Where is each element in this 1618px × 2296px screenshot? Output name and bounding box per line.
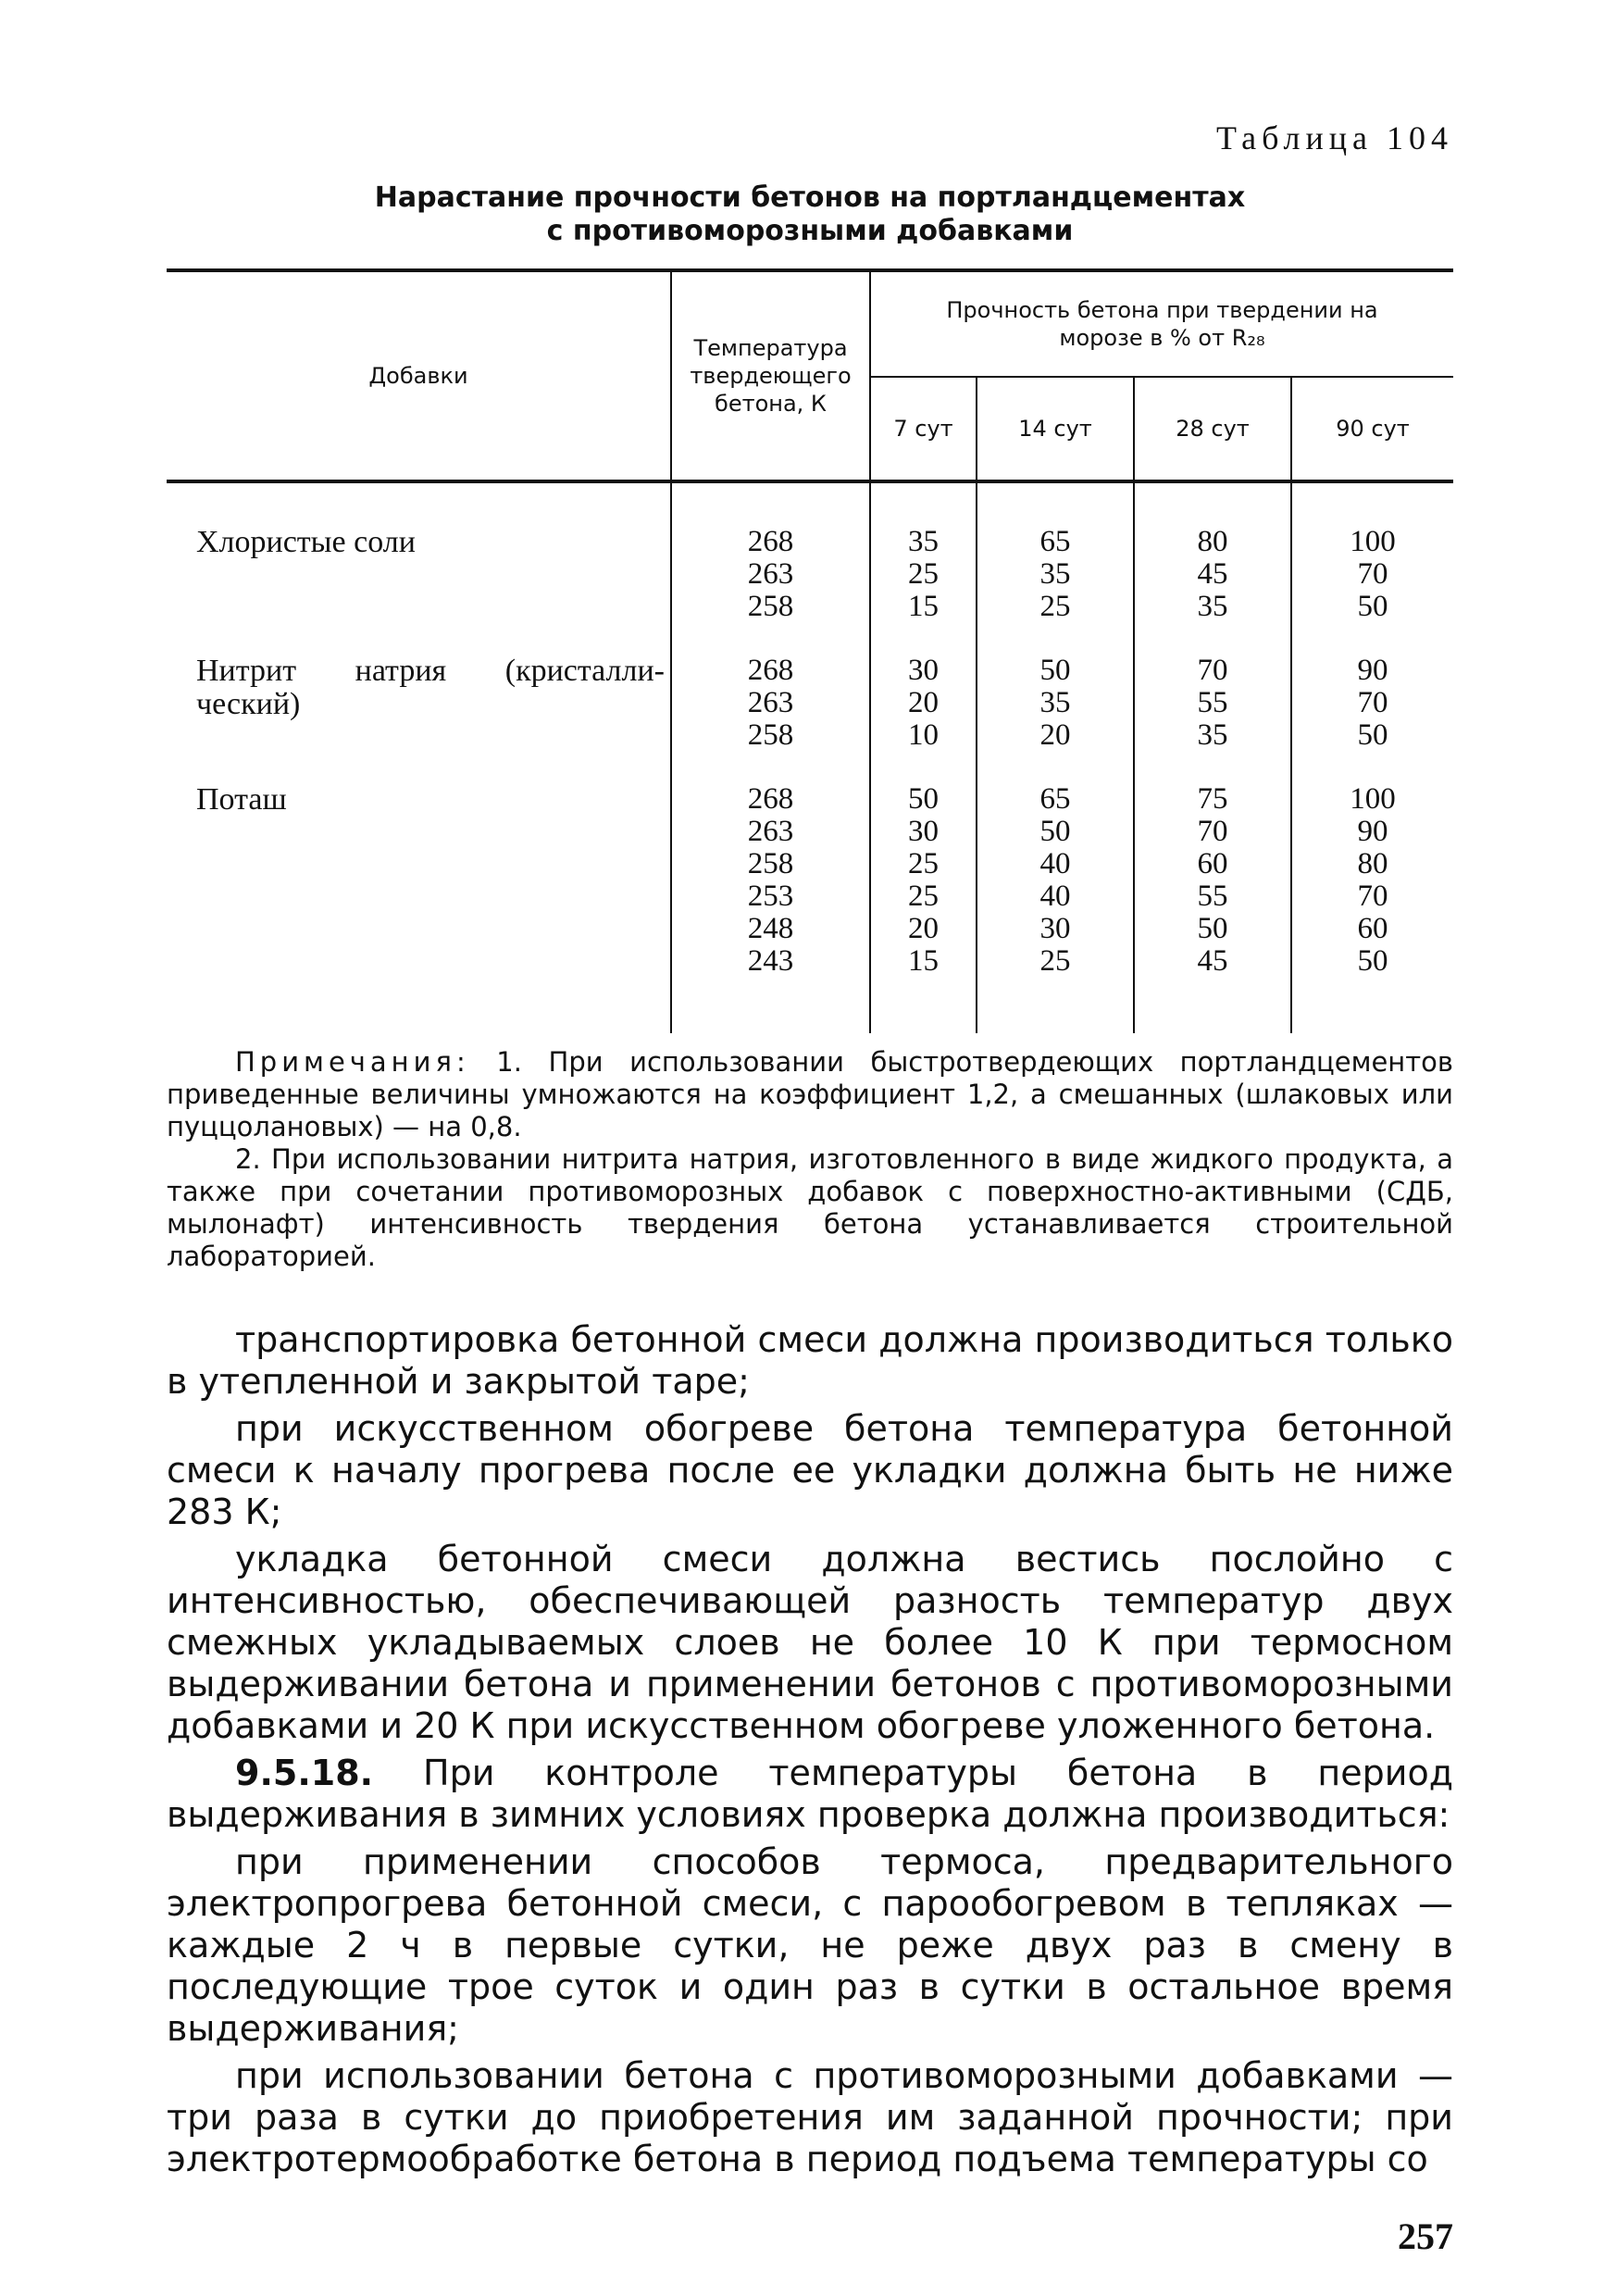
table-row <box>167 623 1453 752</box>
d7-cell: 50 30 25 25 20 15 <box>870 752 977 1033</box>
d7-cell: 35 25 15 <box>870 481 977 623</box>
temp-cell: 268 263 258 253 248 243 <box>671 752 870 1033</box>
table-row <box>167 752 1453 1033</box>
paragraph: при применении способов термоса, предварительного электропрогрева бетонной смеси, с парообогревом в тепляках — каждые 2 ч в первые сутки, не реже двух раз в смену в последующие трое суток и один раз в сутки в остальное время выдерживания; <box>167 1841 1453 2049</box>
section-number: 9.5.18. <box>235 1753 374 1793</box>
page-number: 257 <box>1398 2215 1453 2257</box>
paragraph: при использовании бетона с противоморозными добавками — три раза в сутки до приобретения им заданной прочности; при электротермообработке бетона в период подъема температуры со <box>167 2055 1453 2179</box>
d28-cell: 70 55 35 <box>1134 623 1291 752</box>
d28-cell: 75 70 60 55 50 45 <box>1134 752 1291 1033</box>
d90-cell: 100 90 80 70 60 50 <box>1350 782 1396 978</box>
note-1: Примечания: 1. При использовании быстротвердеющих портландцементов приведенные величины умножаются на коэффициент 1,2, а смешанных (шлаковых или пуццолановых) — на 0,8. <box>167 1046 1453 1142</box>
d90-cell: 100 70 50 <box>1350 525 1396 623</box>
notes-label: Примечания: <box>235 1046 470 1078</box>
paragraph: при искусственном обогреве бетона температура бетонной смеси к началу прогрева после ее укладки должна быть не ниже 283 К; <box>167 1408 1453 1532</box>
d90-cell: 90 70 50 <box>1357 654 1388 752</box>
strength-table <box>167 268 1453 1033</box>
d28-cell: 80 45 35 <box>1134 481 1291 623</box>
table-title-line1: Нарастание прочности бетонов на портландцементах <box>374 181 1246 214</box>
paragraph: укладка бетонной смеси должна вестись послойно с интенсивностью, обеспечивающей разность температур двух смежных укладываемых слоев не более 10 К при термосном выдерживании бетона и применении бетонов с противоморозными добавками и 20 К при искусственном обогреве уложенного бетона. <box>167 1539 1453 1746</box>
header-7-days: 7 сут <box>870 377 977 481</box>
table-label: Таблица 104 <box>1216 119 1453 156</box>
table-row <box>167 481 1453 623</box>
paragraph: транспортировка бетонной смеси должна производиться только в утепленной и закрытой таре; <box>167 1319 1453 1402</box>
note-2: 2. При использовании нитрита натрия, изготовленного в виде жидкого продукта, а также при сочетании противоморозных добавок с поверхностно-активными (СДБ, мылонафт) интенсивность твердения бетона устанавливается строительной лабораторией. <box>167 1143 1453 1272</box>
header-14-days: 14 сут <box>977 377 1134 481</box>
table-notes <box>167 1046 1453 1273</box>
additive-name: Поташ <box>167 752 671 1033</box>
header-90-days: 90 сут <box>1291 377 1453 481</box>
header-temperature: Температура твердеющего бетона, К <box>671 270 870 481</box>
d7-cell: 30 20 10 <box>870 623 977 752</box>
d14-cell: 65 50 40 40 30 25 <box>977 752 1134 1033</box>
table-title-line2: с противоморозными добавками <box>546 215 1074 247</box>
temp-cell: 268 263 258 <box>671 481 870 623</box>
temp-cell: 268 263 258 <box>671 623 870 752</box>
table-title <box>167 181 1453 248</box>
section-paragraph: 9.5.18. При контроле температуры бетона в период выдерживания в зимних условиях проверка должна производиться: <box>167 1753 1453 1835</box>
header-28-days: 28 сут <box>1134 377 1291 481</box>
header-additive: Добавки <box>167 270 671 481</box>
body-text <box>167 1319 1453 2186</box>
additive-name: Хлористые соли <box>167 481 671 623</box>
header-strength-group: Прочность бетона при твердении на морозе в % от R₂₈ <box>870 270 1453 377</box>
d14-cell: 65 35 25 <box>977 481 1134 623</box>
additive-name: Нитрит натрия (кристалли- ческий) <box>167 623 671 752</box>
d14-cell: 50 35 20 <box>977 623 1134 752</box>
